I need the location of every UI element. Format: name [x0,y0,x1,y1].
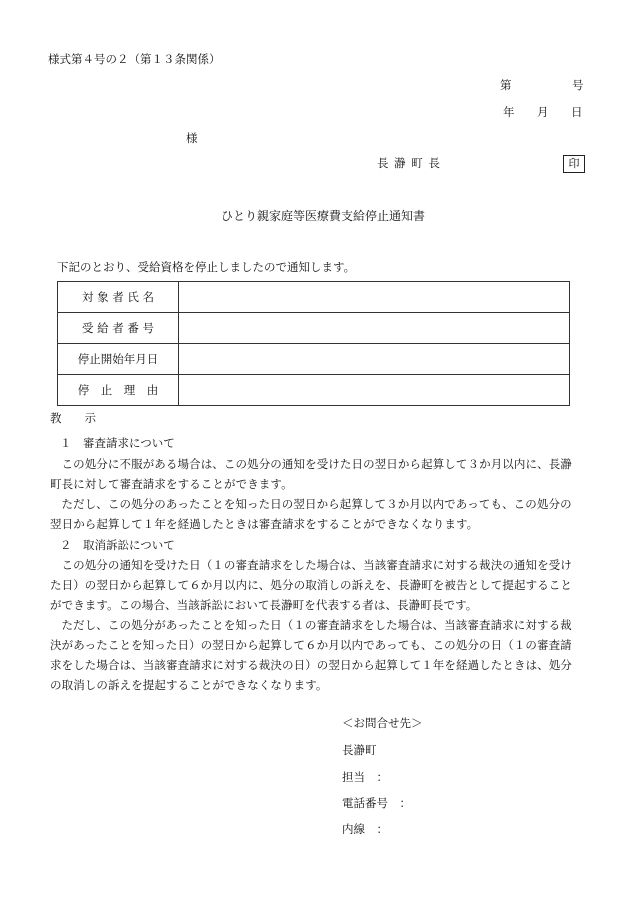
row-value-recipient-number[interactable] [179,313,570,344]
row-label-stop-start-date: 停止開始年月日 [58,344,179,375]
contact-extension-label: 内線 ： [342,822,388,836]
row-value-stop-start-date[interactable] [179,344,570,375]
row-value-stop-reason[interactable] [179,375,570,406]
contact-org: 長瀞町 [342,743,377,757]
section-title-lawsuit: ２ 取消訴訟について [60,538,175,552]
info-table [57,281,570,406]
document-title: ひとり親家庭等医療費支給停止通知書 [221,209,426,223]
contact-person-label: 担当 ： [342,770,388,784]
doc-number-go: 号 [572,78,584,92]
notice-heading: 教 示 [50,411,96,425]
date-day: 日 [571,105,583,119]
contact-phone-label: 電話番号 ： [342,796,411,810]
date-year: 年 [503,105,515,119]
date-month: 月 [537,105,549,119]
row-label-stop-reason: 停 止 理 由 [58,375,179,406]
section-lawsuit-paragraph-1: この処分の通知を受けた日（１の審査請求をした場合は、当該審査請求に対する裁決の通知を受けた日）の翌日から起算して６か月以内に、処分の取消しの訴えを、長瀞町を被告として提起することができます。この場合、当該訴訟において長瀞町を代表する者は、長瀞町長です。 [50,558,572,612]
table-row [58,282,570,313]
intro-text: 下記のとおり、受給資格を停止しましたので通知します。 [57,260,356,274]
section-title-appeal: １ 審査請求について [60,436,175,450]
row-label-recipient-number: 受 給 者 番 号 [58,313,179,344]
row-label-subject-name: 対 象 者 氏 名 [58,282,179,313]
row-value-subject-name[interactable] [179,282,570,313]
sender-name: 長 瀞 町 長 [377,156,441,170]
doc-number-dai: 第 [500,78,512,92]
form-number: 様式第４号の２（第１３条関係） [48,52,221,66]
addressee-suffix: 様 [186,131,198,145]
section-appeal-paragraph-2: ただし、この処分のあったことを知った日の翌日から起算して３か月以内であっても、この処分の翌日から起算して１年を経過したときは審査請求をすることができなくなります。 [50,497,572,531]
section-lawsuit-paragraph-2: ただし、この処分があったことを知った日（１の審査請求をした場合は、当該審査請求に対する裁決があったことを知った日）の翌日から起算して６か月以内であっても、この処分の日（１の審査請求をした場合は、当該審査請求に対する裁決の日）の翌日から起算して１年を経過したときは、処分の取消しの訴えを提起することができなくなります。 [50,618,572,692]
table-row [58,344,570,375]
table-row [58,313,570,344]
contact-heading: ＜お問合せ先＞ [342,716,423,730]
seal-box: 印 [563,155,585,173]
table-row [58,375,570,406]
section-appeal-paragraph-1: この処分に不服がある場合は、この処分の通知を受けた日の翌日から起算して３か月以内に、長瀞町長に対して審査請求をすることができます。 [50,457,572,491]
